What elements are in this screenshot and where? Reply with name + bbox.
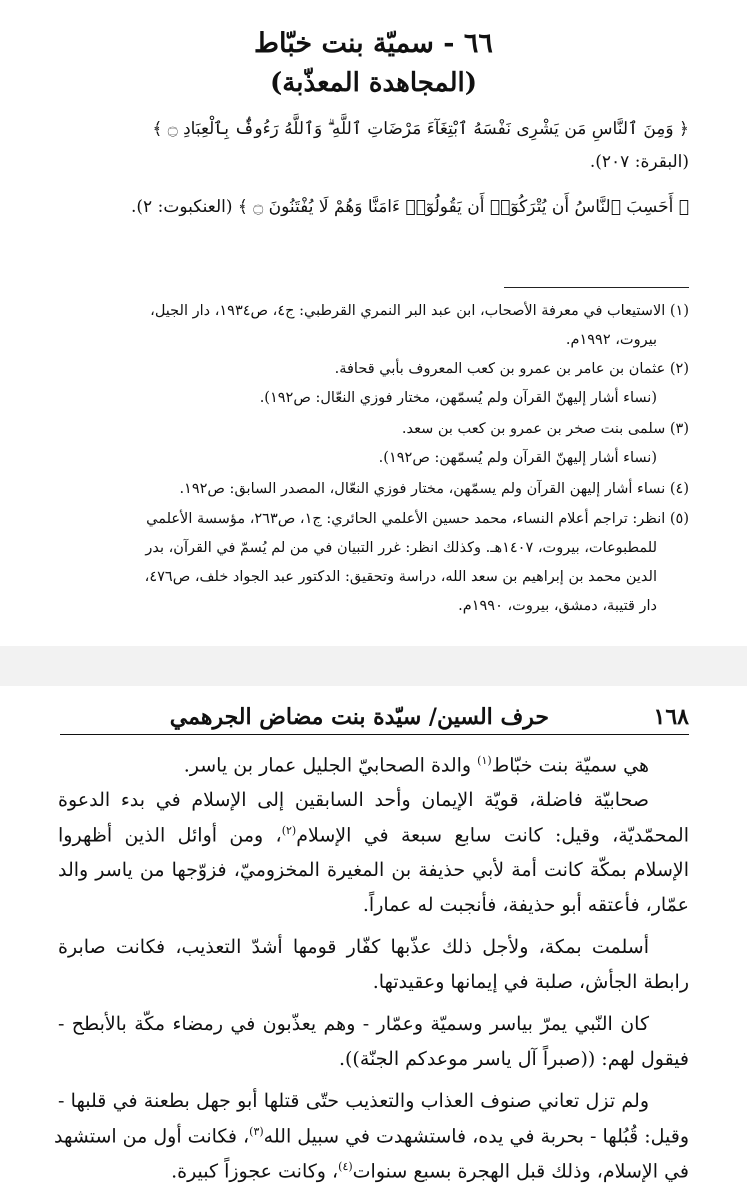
quran-verse-2: ﴿ أَحَسِبَ ٱلنَّاسُ أَن يُتْرَكُوٓا۟ أَن يَقُولُوٓا۟ ءَامَنَّا وَهُمْ لَا يُفْتَنُونَ ۝ ﴾ (العنكبوت: ٢).: [131, 197, 689, 217]
quran-verse-1: ﴿ وَمِنَ ٱلنَّاسِ مَن يَشْرِى نَفْسَهُ ٱبْتِغَآءَ مَرْضَاتِ ٱللَّهِ ۗ وَٱللَّهُ رَءُوفٌۢ بِٱلْعِبَادِ ۝ ﴾: [152, 119, 689, 139]
body-line: فيقول لهم: ((صبراً آل ياسر موعدكم الجنّة)).: [338, 1048, 689, 1070]
body-line: عمّار، فأعتقه أبو حذيفة، فأنجبت له عماراً.: [362, 894, 689, 916]
body-line: المحمّديّة، وقيل: كانت سابع سبعة في الإسلام$^{(٢)}$، ومن أوائل الذين أظهروا: [58, 824, 689, 847]
footnote-line: (١) الاستيعاب في معرفة الأصحاب، ابن عبد البر النمري القرطبي: ج٤، ص١٩٣٤، دار الجيل،: [150, 303, 689, 319]
entry-subtitle: (المجاهدة المعذّبة): [269, 68, 478, 98]
running-header: [60, 704, 689, 744]
footnote-line: الدين محمد بن إبراهيم بن سعد الله، دراسة وتحقيق: الدكتور عبد الجواد خلف، ص٤٧٦،: [144, 569, 657, 585]
footnote-line: دار قتيبة، دمشق، بيروت، ١٩٩٠م.: [458, 598, 657, 614]
body-line: ولم تزل تعاني صنوف العذاب والتعذيب حتّى قتلها أبو جهل بطعنة في قلبها -: [58, 1090, 649, 1112]
page-gap: [0, 646, 747, 686]
body-line: رابطة الجأش، صلبة في إيمانها وعقيدتها.: [372, 971, 689, 993]
footnote-line: بيروت، ١٩٩٢م.: [565, 332, 657, 348]
footnote-line: (نساء أشار إليهنّ القرآن ولم يُسمّهن، مختار فوزي النعّال: ص١٩٢).: [259, 390, 657, 406]
footnote-ref: (٣): [249, 1125, 264, 1138]
header-rule: [60, 734, 689, 735]
quran-verse-1-ref: (البقرة: ٢٠٧).: [589, 152, 689, 172]
footnote-line: (٤) نساء أشار إليهن القرآن ولم يسمّهن، مختار فوزي النعّال، المصدر السابق: ص١٩٢.: [179, 481, 689, 497]
body-line: كان النّبي يمرّ بياسر وسميّة وعمّار - وهم يعذّبون في رمضاء مكّة بالأبطح -: [58, 1013, 649, 1035]
body-line: صحابيّة فاضلة، قويّة الإيمان وأحد السابقين إلى الإسلام في بدء الدعوة: [58, 789, 649, 811]
body-line: في الإسلام، وذلك قبل الهجرة بسبع سنوات$^{(٤)}$، وكانت عجوزاً كبيرة.: [171, 1160, 689, 1183]
footnote-line: (٥) انظر: تراجم أعلام النساء، محمد حسين الأعلمي الحائري: ج١، ص٢٦٣، مؤسسة الأعلمي: [146, 511, 689, 527]
page-number: ١٦٨: [653, 704, 689, 730]
body-line: أسلمت بمكة، ولأجل ذلك عذّبها كفّار قومها أشدّ التعذيب، فكانت صابرة: [58, 936, 649, 958]
footnote-line: (٢) عثمان بن عامر بن عمرو بن كعب المعروف بأبي قحافة.: [334, 361, 689, 377]
entry-title: ٦٦ - سميّة بنت خبّاط: [254, 28, 493, 59]
footnote-ref: (٤): [338, 1160, 353, 1173]
footnote-line: (نساء أشار إليهنّ القرآن ولم يُسمّهن: ص١٩٢).: [378, 450, 657, 466]
footnote-ref: (١): [477, 754, 492, 767]
running-title: حرف السين/ سيّدة بنت مضاض الجرهمي: [169, 704, 549, 730]
footnote-ref: (٢): [281, 824, 297, 837]
footnote-line: (٣) سلمى بنت صخر بن عمرو بن كعب بن سعد.: [401, 421, 689, 437]
body-line: وقيل: قُبُلها - بحربة في يده، فاستشهدت في سبيل الله$^{(٣)}$، فكانت أول من استشهد: [54, 1125, 689, 1148]
body-line: الإسلام بمكّة كانت أمة لأبي حذيفة بن المغيرة المخزوميّ، فزوّجها من ياسر والد: [58, 859, 689, 881]
body-line: هي سميّة بنت خبّاط$^{(١)}$ والدة الصحابيّ الجليل عمار بن ياسر.: [183, 754, 649, 777]
bottom-page: [0, 686, 747, 1200]
footnote-line: للمطبوعات، بيروت، ١٤٠٧هـ. وكذلك انظر: غرر التبيان في من لم يُسمّ في القرآن، بدر: [145, 540, 657, 556]
footnote-divider: [504, 287, 689, 288]
